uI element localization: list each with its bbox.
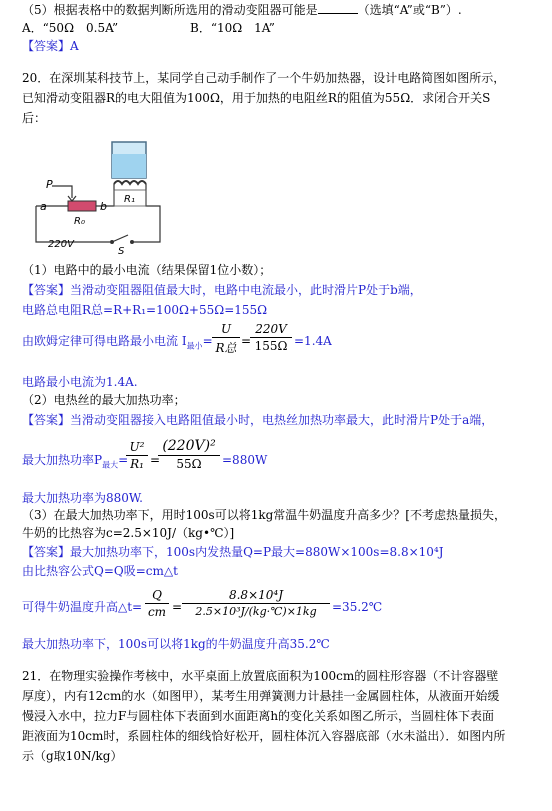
label-r0: R₀: [74, 216, 85, 227]
q20-part3-question-1: （3）在最大加热功率下，用时100s可以将1kg常温牛奶温度升高多少？[不考虑热量损失，: [22, 508, 506, 522]
formula-prefix: 由欧姆定律可得电路最小电流 I: [22, 334, 187, 348]
label-p: P: [46, 178, 53, 191]
fraction-denominator: 155Ω: [254, 339, 288, 353]
fraction-values: [158, 438, 220, 471]
fraction-denominator: 55Ω: [176, 457, 202, 471]
q20-stem-line-2: 已知滑动变阻器R的电大阻值为100Ω，用于加热的电阻丝R的阻值为55Ω．求闭合开关S: [22, 91, 491, 105]
q20-part3-answer: 【答案】最大加热功率下，100s内发热量Q=P最大=880W×100s=8.8×10⁴J: [22, 545, 444, 559]
formula-subscript: 最小: [186, 341, 203, 351]
fraction-numerator: U²: [129, 440, 145, 454]
q20-part2-conclusion: 最大加热功率为880W.: [22, 491, 143, 505]
q20-stem-line-1: 20．在深圳某科技节上，某同学自己动手制作了一个牛奶加热器，设计电路简图如图所示，: [22, 71, 506, 85]
fraction-q-over-cm: [145, 588, 169, 619]
q20-part3-result: =35.2℃: [332, 600, 383, 614]
label-r1: R₁: [124, 194, 135, 205]
q20-part2-answer: 【答案】当滑动变阻器接入电路阻值最小时，电热丝加热功率最大，此时滑片P处于a端，: [22, 413, 494, 427]
answer-blank: [318, 2, 358, 14]
fraction-denominator: R总: [215, 341, 237, 355]
q5-option-a: A．“50Ω 0.5A”: [22, 21, 119, 35]
q20-part2-result: =880W: [222, 453, 268, 467]
q20-part3-question-2: 牛奶的比热容为c=2.5×10J/（kg•℃）]: [22, 526, 235, 540]
q21-line-3: 慢浸入水中，拉力F与圆柱体下表面到水面距离h的变化关系如图乙所示，当圆柱体下表面: [22, 709, 495, 723]
label-switch: S: [118, 246, 125, 256]
q5-question-hint: （选填“A”或“B”）.: [357, 3, 462, 17]
formula-prefix: 最大加热功率P: [22, 453, 103, 467]
fraction-numerator: U: [220, 322, 232, 336]
label-a: a: [40, 200, 47, 213]
q20-part1-conclusion: 电路最小电流为1.4A.: [22, 375, 138, 389]
q5-option-b: B．“10Ω 1A”: [190, 21, 275, 35]
q20-part3-rise-label: 可得牛奶温度升高△t=: [22, 600, 143, 614]
q5-answer: 【答案】A: [22, 39, 79, 53]
rheostat-icon: [68, 201, 96, 211]
q20-part2-power-label: 最大加热功率$P_{最大}=$: [22, 453, 129, 470]
fraction-denominator: R₁: [130, 457, 144, 471]
q20-part1-ohm-label: 由欧姆定律可得电路最小电流 $I_{最小}=$: [22, 334, 213, 351]
q21-line-4: 距液面为10cm时，系圆柱体的细线恰好松开，圆柱体沉入容器底部（水未溢出）．如图内所: [22, 729, 506, 743]
fraction-values: [182, 588, 330, 618]
q20-part3-conclusion: 最大加热功率下，100s可以将1kg的牛奶温度升高35.2℃: [22, 637, 330, 651]
q20-part1-result: =1.4A: [294, 334, 332, 348]
heating-coil-icon: [114, 181, 146, 184]
fraction-denominator: cm: [147, 605, 167, 619]
q5-question-text: （5）根据表格中的数据判断所选用的滑动变阻器可能是: [22, 3, 318, 17]
q21-line-2: 厚度），内有12cm的水（如图甲），某考生用弹簧测力计悬挂一金属圆柱体，从液面开始缓: [22, 689, 500, 703]
fraction-numerator: Q: [152, 588, 162, 602]
fraction-numerator: (220V)²: [162, 438, 216, 454]
q20-part1-answer: 【答案】当滑动变阻器阻值最大时，电路中电流最小，此时滑片P处于b端，: [22, 283, 422, 297]
q20-part1-total-resistance: 电路总电阻R总=R+R₁=100Ω+55Ω=155Ω: [22, 303, 268, 317]
fraction-u-over-r: [212, 322, 240, 356]
fraction-denominator: 2.5×10³J/(kg·℃)×1kg: [195, 605, 317, 618]
q21-line-1: 21．在物理实验操作考核中，水平桌面上放置底面积为100cm的圆柱形容器（不计容器壁: [22, 669, 499, 683]
q20-part1-question: （1）电路中的最小电流（结果保留1位小数）；: [22, 263, 272, 277]
label-voltage: 220V: [48, 239, 74, 250]
q21-line-5: 示（g取10N/kg）: [22, 749, 123, 763]
fraction-numerator: 8.8×10⁴J: [228, 588, 284, 602]
formula-subscript: 最大: [102, 460, 119, 470]
circuit-diagram: [28, 138, 178, 256]
fraction-values: [250, 322, 292, 353]
q20-part3-formula: 由比热容公式Q=Q吸=cm△t: [22, 564, 178, 578]
fraction-numerator: 220V: [255, 322, 287, 336]
fraction-u2-over-r1: [126, 440, 148, 471]
label-b: b: [100, 200, 107, 213]
q20-part2-question: （2）电热丝的最大加热功率；: [22, 393, 186, 407]
switch-icon: [112, 235, 128, 242]
q20-stem-line-3: 后：: [22, 111, 47, 125]
q5-line: [22, 2, 462, 18]
